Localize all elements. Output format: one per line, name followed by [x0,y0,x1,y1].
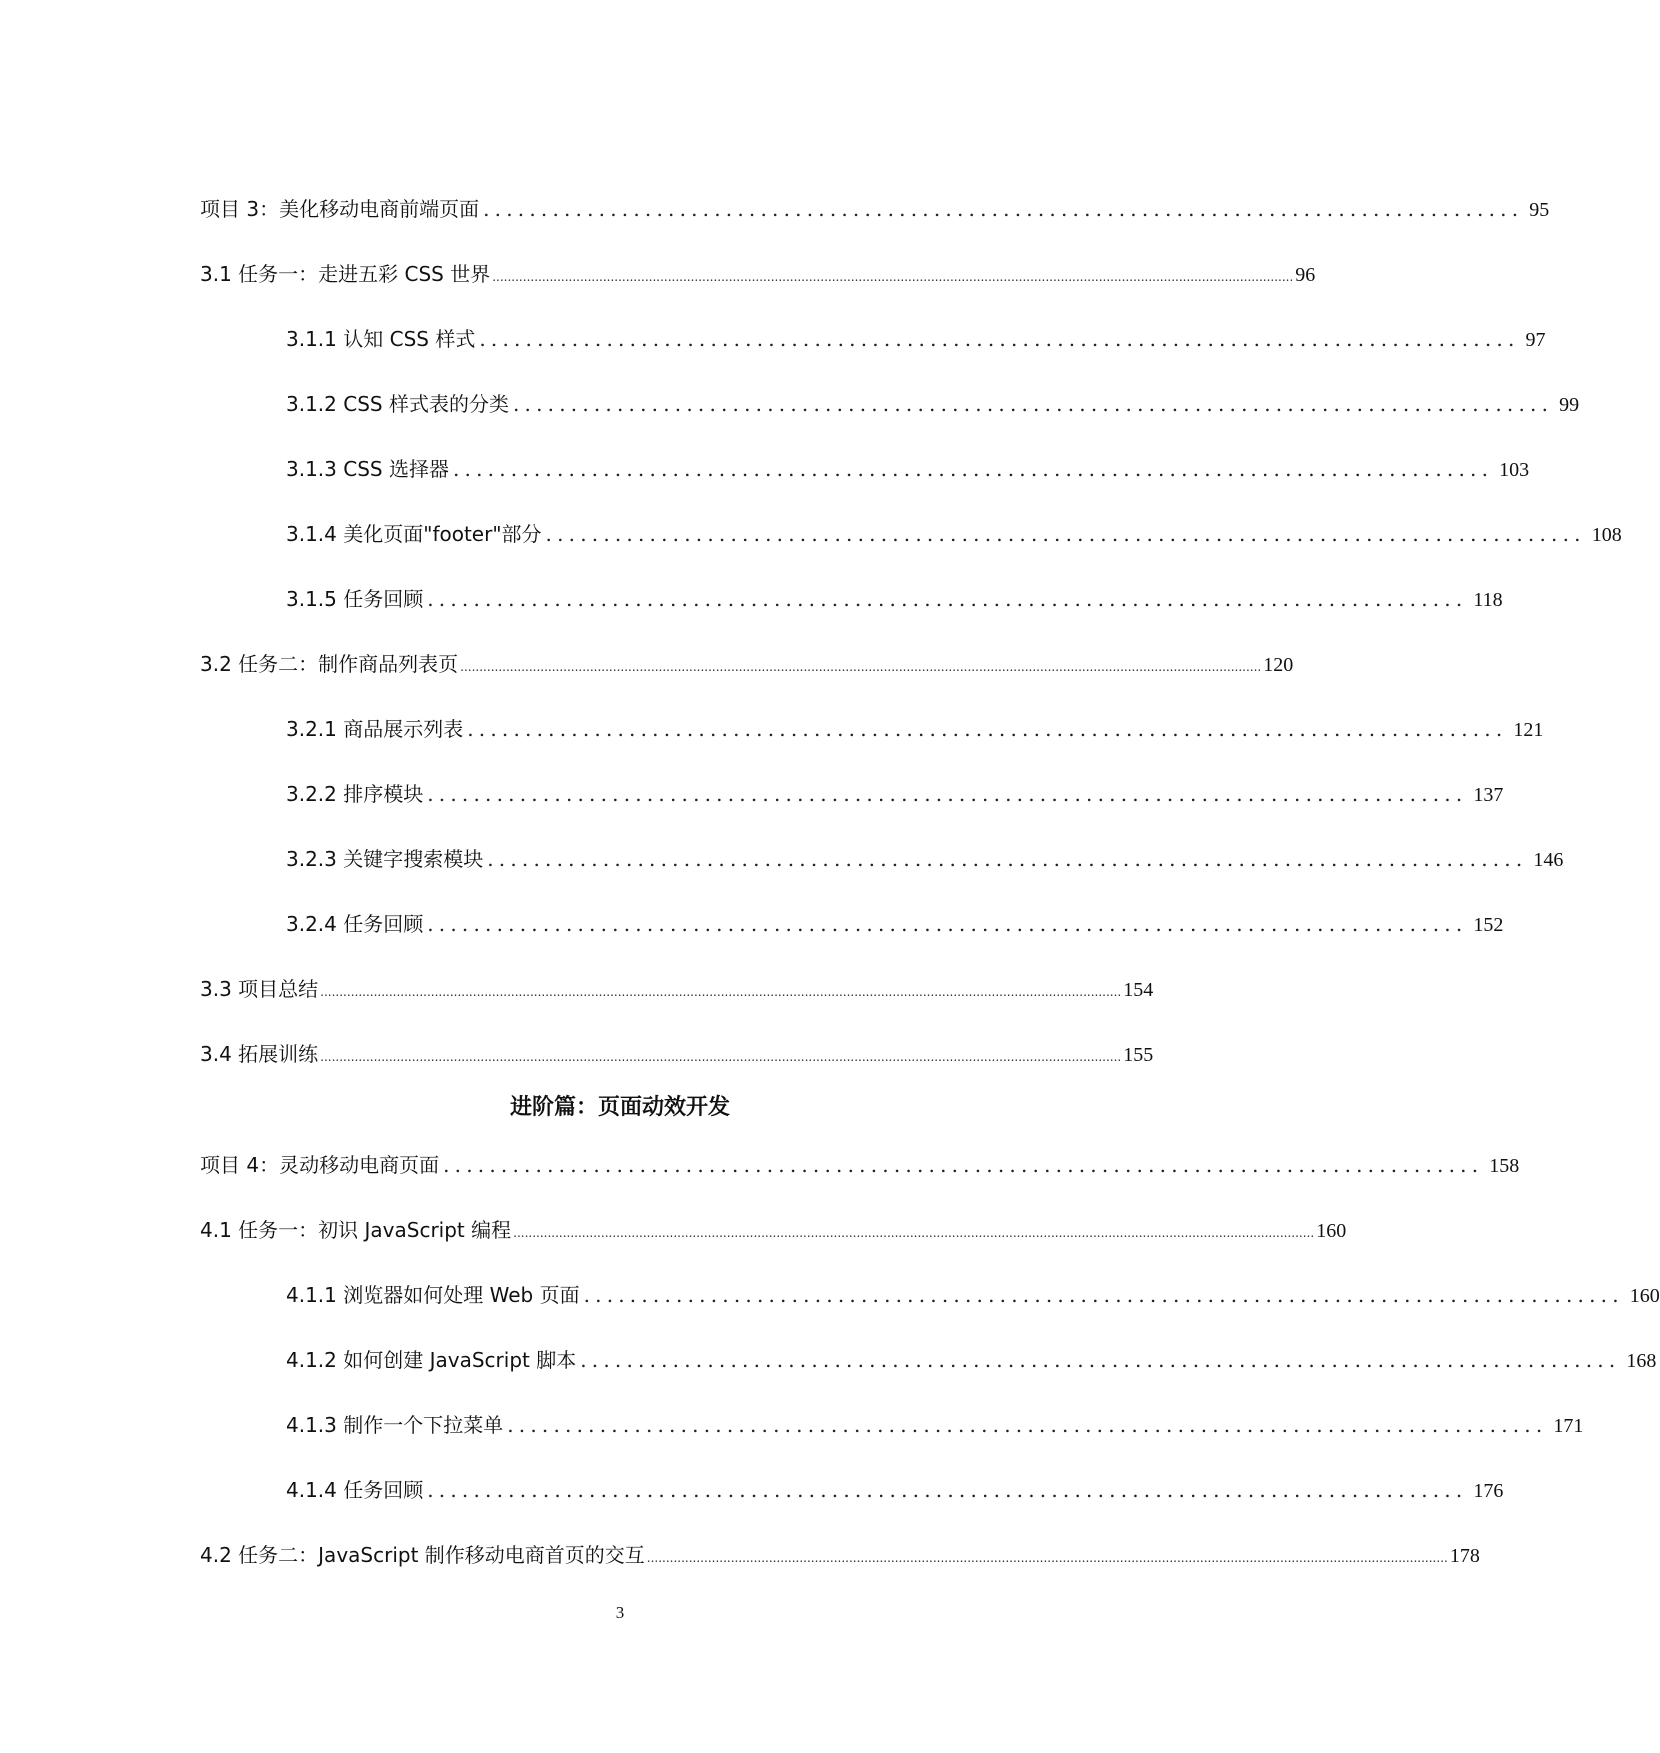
toc-entry-title: 3.2 任务二：制作商品列表页 [200,652,459,676]
toc-entry-title: 4.1.3 制作一个下拉菜单 [286,1413,504,1437]
toc-leader-dots: .................................................................................................................................................................................................................. [320,1050,1122,1064]
toc-entry-page: 118 [1473,589,1503,611]
toc-entry-page: 137 [1473,784,1504,806]
toc-entry [200,1542,1480,1571]
toc-entry-title: 3.4 拓展训练 [200,1042,319,1066]
toc-entry [200,261,1316,290]
toc-entry-title: 3.2.4 任务回顾 [286,912,424,936]
toc-entry [286,326,1546,353]
toc-entry-title: 3.2.1 商品展示列表 [286,717,464,741]
toc-leader-dots: .......................................................................................... [583,1283,1624,1307]
toc-entry [286,846,1564,873]
toc-entry [200,976,1154,1005]
toc-entry-page: 146 [1533,849,1564,871]
toc-entry-title: 3.2.3 关键字搜索模块 [286,847,484,871]
toc-entry [200,1041,1154,1070]
toc-entry-title: 项目 4：灵动移动电商页面 [200,1153,440,1177]
toc-entry-page: 160 [1316,1220,1347,1242]
toc-entry-title: 3.1.3 CSS 选择器 [286,457,449,481]
toc-leader-dots: .................................................................................................................................................................................................................. [513,1226,1315,1240]
toc-entry-title: 3.1.5 任务回顾 [286,587,424,611]
toc-entry [286,521,1622,548]
toc-leader-dots: .......................................................................................... [427,912,1468,936]
toc-entry-page: 176 [1473,1480,1504,1502]
toc-leader-dots: .................................................................................................................................................................................................................. [320,985,1122,999]
toc-entry-page: 168 [1626,1350,1657,1372]
toc-entry-title: 项目 3：美化移动电商前端页面 [200,197,480,221]
toc-entry-page: 155 [1123,1044,1154,1066]
toc-entry-page: 95 [1529,199,1550,221]
toc-leader-dots: .......................................................................................... [443,1153,1484,1177]
toc-entry-title: 4.1.4 任务回顾 [286,1478,424,1502]
toc-entry [286,716,1544,743]
toc-entry-title: 3.3 项目总结 [200,977,319,1001]
section-heading: 进阶篇：页面动效开发 [509,1095,730,1120]
toc-entry-page: 99 [1559,394,1580,416]
toc-entry-page: 171 [1553,1415,1584,1437]
toc-leader-dots: .................................................................................................................................................................................................................. [646,1551,1448,1565]
toc-entry-title: 3.2.2 排序模块 [286,782,424,806]
toc-entry [286,781,1504,808]
toc-entry [200,1217,1347,1246]
toc-entry [286,1477,1504,1504]
toc-entry [200,196,1550,223]
toc-leader-dots: .......................................................................................... [427,782,1468,806]
toc-entry-title: 3.1.4 美化页面"footer"部分 [286,522,542,546]
toc-entry-page: 160 [1629,1285,1660,1307]
toc-entry [200,1152,1520,1179]
toc-leader-dots: .......................................................................................... [487,847,1528,871]
toc-entry-page: 108 [1591,524,1622,546]
toc-entry [286,1347,1657,1374]
toc-entry [200,651,1294,680]
toc-entry-page: 154 [1123,979,1154,1001]
toc-leader-dots: .......................................................................................... [483,197,1524,221]
toc-leader-dots: .......................................................................................... [580,1348,1621,1372]
toc-entry [286,1412,1584,1439]
toc-entry-page: 158 [1489,1155,1520,1177]
toc-entry [286,911,1504,938]
page-number: 3 [615,1603,625,1622]
toc-leader-dots: .......................................................................................... [467,717,1508,741]
toc-leader-dots: .......................................................................................... [427,1478,1468,1502]
toc-leader-dots: .......................................................................................... [545,522,1586,546]
toc-leader-dots: .................................................................................................................................................................................................................. [492,270,1294,284]
toc-leader-dots: .......................................................................................... [479,327,1520,351]
toc-entry-page: 120 [1263,654,1294,676]
toc-leader-dots: .......................................................................................... [452,457,1494,481]
toc-entry-page: 96 [1295,264,1316,286]
toc-entry [286,391,1580,418]
toc-entry-title: 4.1 任务一：初识 JavaScript 编程 [200,1218,512,1242]
toc-leader-dots: .......................................................................................... [427,587,1468,611]
toc-entry-title: 3.1.2 CSS 样式表的分类 [286,392,509,416]
toc-entry-title: 4.1.2 如何创建 JavaScript 脚本 [286,1348,577,1372]
toc-entry [286,1282,1660,1309]
toc-entry [286,586,1503,613]
toc-entry-page: 121 [1513,719,1544,741]
toc-leader-dots: .......................................................................................... [512,392,1554,416]
toc-entry-page: 178 [1449,1545,1480,1567]
toc-entry [286,456,1530,483]
toc-entry-title: 3.1 任务一：走进五彩 CSS 世界 [200,262,491,286]
toc-entry-title: 3.1.1 认知 CSS 样式 [286,327,476,351]
toc-leader-dots: .......................................................................................... [507,1413,1548,1437]
toc-entry-page: 103 [1499,459,1530,481]
toc-entry-page: 152 [1473,914,1504,936]
toc-entry-page: 97 [1525,329,1546,351]
toc-entry-title: 4.1.1 浏览器如何处理 Web 页面 [286,1283,580,1307]
toc-entry-title: 4.2 任务二：JavaScript 制作移动电商首页的交互 [200,1543,645,1567]
toc-leader-dots: .................................................................................................................................................................................................................. [460,660,1262,674]
